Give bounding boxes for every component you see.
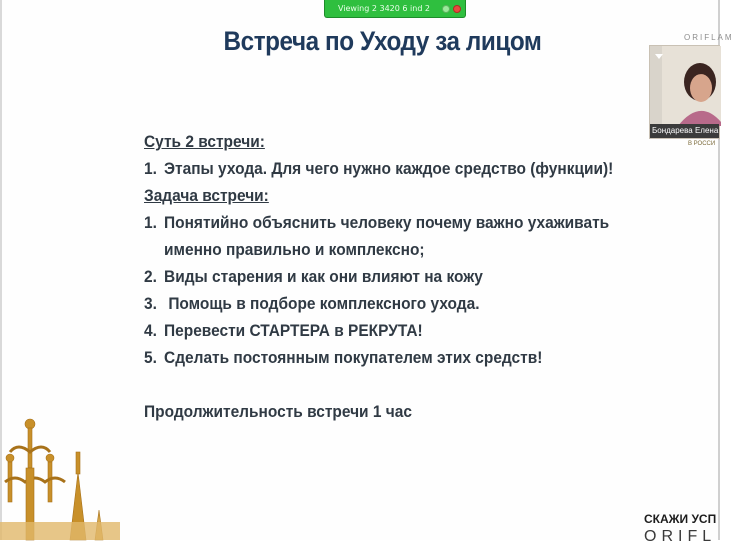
- list-item-text: Помощь в подборе комплексного ухода.: [164, 294, 480, 313]
- brand-logo-top: ORIFLAM: [684, 33, 734, 42]
- list-number: 1.: [144, 213, 157, 232]
- list-item-text: Сделать постоянным покупателем этих средств!: [164, 348, 543, 367]
- list-number: 1.: [144, 159, 157, 178]
- viewing-status-text: Viewing 2 3420 6 ind 2: [337, 4, 431, 13]
- section-heading-task: Задача встречи:: [144, 186, 269, 205]
- list-item-text: Этапы ухода. Для чего нужно каждое средство (функции)!: [164, 159, 614, 178]
- list-item-text: Виды старения и как они влияют на кожу: [164, 267, 483, 286]
- list-number: 3.: [144, 294, 157, 313]
- webcam-video-panel[interactable]: [649, 45, 720, 139]
- brand-subtitle: В РОССИ: [688, 141, 716, 147]
- view-options-icon[interactable]: [442, 5, 450, 13]
- list-item-text: Понятийно объяснить человеку почему важно ухаживать: [164, 213, 610, 232]
- section-heading-essence: Суть 2 встречи:: [144, 132, 265, 151]
- list-item: [144, 209, 617, 236]
- list-item: [144, 155, 617, 182]
- screen-share-viewing-banner[interactable]: [324, 0, 466, 18]
- stop-viewing-icon[interactable]: [453, 5, 461, 13]
- video-menu-arrow-icon[interactable]: [655, 54, 663, 59]
- brand-logo-bottom: ORIFL: [644, 528, 717, 545]
- list-item: [144, 290, 617, 317]
- list-item: [144, 263, 617, 290]
- list-item: [144, 344, 617, 371]
- slide-content: [144, 128, 617, 425]
- brand-tagline: СКАЖИ УСП: [644, 512, 717, 526]
- participant-name-label: Бондарева Елена: [650, 124, 719, 138]
- spacer: [144, 371, 617, 398]
- golden-spire-decoration: [0, 412, 120, 540]
- list-number: 4.: [144, 321, 157, 340]
- list-item: [144, 317, 617, 344]
- list-item-text: Перевести СТАРТЕРА в РЕКРУТА!: [164, 321, 423, 340]
- list-number: 5.: [144, 348, 157, 367]
- slide-title: Встреча по Уходу за лицом: [223, 26, 542, 56]
- list-number: 2.: [144, 267, 157, 286]
- meeting-duration: Продолжительность встречи 1 час: [144, 402, 412, 421]
- list-item-continuation: именно правильно и комплексно;: [164, 240, 425, 259]
